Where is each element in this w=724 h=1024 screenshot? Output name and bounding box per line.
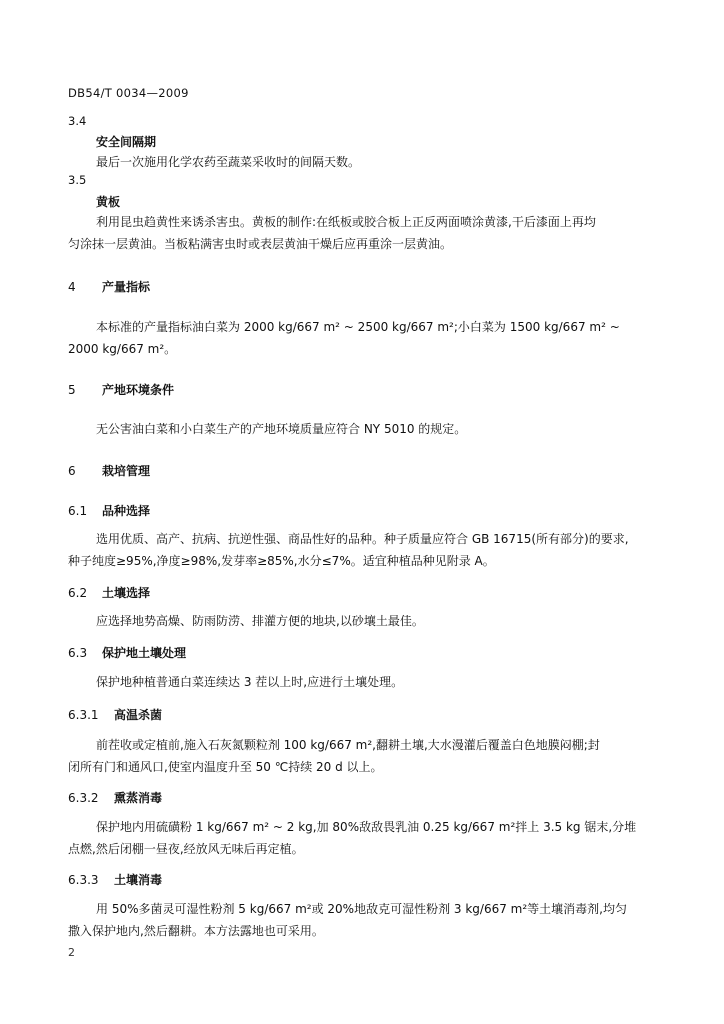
section-number: 6	[68, 464, 76, 478]
yield-paragraph-line1: 本标准的产量指标油白菜为 2000 kg/667 m² ~ 2500 kg/667 m²;小白菜为 1500 kg/667 m² ~	[96, 320, 620, 334]
standard-code-header: DB54/T 0034—2009	[68, 86, 189, 100]
term-definition-yellow-board-line2: 匀涂抹一层黄油。当板粘满害虫时或表层黄油干燥后应再重涂一层黄油。	[68, 237, 453, 251]
fumigation-paragraph-line1: 保护地内用硫磺粉 1 kg/667 m² ~ 2 kg,加 80%敌敌畏乳油 0.25 kg/667 m²拌上 3.5 kg 锯末,分堆	[96, 820, 637, 834]
section-heading-6-2	[68, 584, 150, 601]
term-safety-interval: 安全间隔期	[96, 135, 157, 149]
section-heading-6-3-3	[68, 871, 162, 888]
high-temp-paragraph-line1: 前茬收或定植前,施入石灰氮颗粒剂 100 kg/667 m²,翻耕土壤,大水漫灌后覆盖白色地膜闷棚;封	[96, 738, 600, 752]
section-title: 品种选择	[102, 504, 151, 518]
section-title: 产地环境条件	[102, 383, 175, 397]
section-title: 高温杀菌	[114, 708, 163, 722]
section-number: 4	[68, 280, 76, 294]
soil-disinfection-paragraph-line2: 撒入保护地内,然后翻耕。本方法露地也可采用。	[68, 924, 324, 938]
clause-number-3-4: 3.4	[68, 114, 87, 128]
section-number: 6.2	[68, 586, 88, 600]
section-heading-6-3-2	[68, 789, 162, 806]
section-title: 熏蒸消毒	[114, 791, 163, 805]
term-definition-yellow-board-line1: 利用昆虫趋黄性来诱杀害虫。黄板的制作:在纸板或胶合板上正反两面喷涂黄漆,干后漆面上再均	[96, 215, 596, 229]
section-number: 6.3.2	[68, 791, 99, 805]
section-number: 6.3.3	[68, 873, 99, 887]
fumigation-paragraph-line2: 点燃,然后闭棚一昼夜,经放风无味后再定植。	[68, 842, 304, 856]
yield-paragraph-line2: 2000 kg/667 m²。	[68, 342, 177, 356]
page-number: 2	[68, 946, 75, 959]
section-number: 6.3.1	[68, 708, 99, 722]
section-title: 保护地土壤处理	[102, 646, 187, 660]
variety-paragraph-line1: 选用优质、高产、抗病、抗逆性强、商品性好的品种。种子质量应符合 GB 16715(所有部分)的要求,	[96, 532, 629, 546]
environment-paragraph: 无公害油白菜和小白菜生产的产地环境质量应符合 NY 5010 的规定。	[96, 422, 467, 436]
clause-number-3-5: 3.5	[68, 173, 87, 187]
high-temp-paragraph-line2: 闭所有门和通风口,使室内温度升至 50 ℃持续 20 d 以上。	[68, 760, 383, 774]
section-title: 土壤选择	[102, 586, 151, 600]
section-heading-6-3	[68, 644, 186, 661]
section-heading-4	[68, 278, 150, 295]
variety-paragraph-line2: 种子纯度≥95%,净度≥98%,发芽率≥85%,水分≤7%。适宜种植品种见附录 A。	[68, 554, 495, 568]
term-definition-safety-interval: 最后一次施用化学农药至蔬菜采收时的间隔天数。	[96, 155, 361, 169]
section-heading-6	[68, 462, 150, 479]
section-number: 6.3	[68, 646, 88, 660]
section-number: 5	[68, 383, 76, 397]
term-yellow-board: 黄板	[96, 195, 121, 209]
section-title: 产量指标	[102, 280, 151, 294]
section-title: 土壤消毒	[114, 873, 163, 887]
soil-disinfection-paragraph-line1: 用 50%多菌灵可湿性粉剂 5 kg/667 m²或 20%地敌克可湿性粉剂 3 kg/667 m²等土壤消毒剂,均匀	[96, 902, 627, 916]
section-number: 6.1	[68, 504, 88, 518]
soil-treatment-paragraph: 保护地种植普通白菜连续达 3 茬以上时,应进行土壤处理。	[96, 675, 404, 689]
section-heading-5	[68, 381, 174, 398]
section-heading-6-3-1	[68, 706, 162, 723]
section-heading-6-1	[68, 502, 150, 519]
section-title: 栽培管理	[102, 464, 151, 478]
soil-paragraph: 应选择地势高燥、防雨防涝、排灌方便的地块,以砂壤土最佳。	[96, 614, 424, 628]
